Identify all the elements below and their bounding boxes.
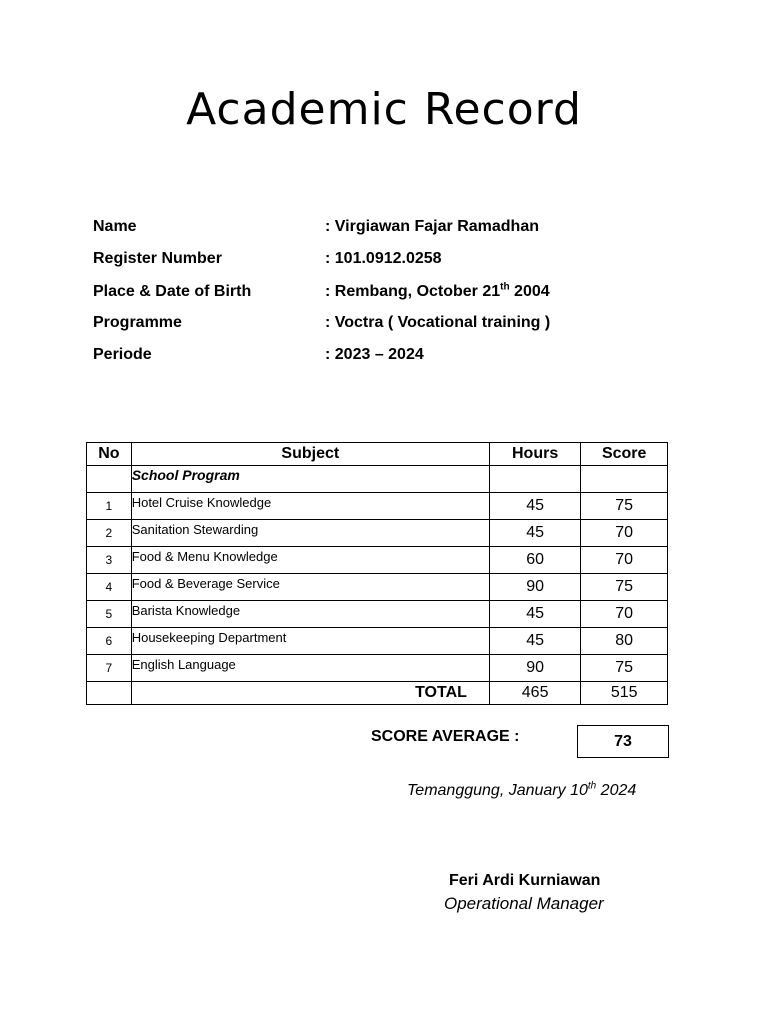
info-label: Name [93, 218, 137, 235]
total-score: 515 [581, 682, 668, 705]
program-label: School Program [131, 466, 489, 493]
row-no: 1 [87, 493, 132, 520]
total-no-cell [87, 682, 132, 705]
row-no: 3 [87, 547, 132, 574]
score-average-value: 73 [577, 725, 669, 758]
row-hours: 90 [489, 655, 580, 682]
table-row [87, 547, 668, 574]
table-row [87, 574, 668, 601]
place-date-sup: th [587, 780, 597, 792]
program-no-cell [87, 466, 132, 493]
row-no: 5 [87, 601, 132, 628]
info-label: Register Number [93, 250, 222, 267]
program-hours-cell [489, 466, 580, 493]
row-score: 80 [581, 628, 668, 655]
header-subject: Subject [131, 443, 489, 466]
row-subject: Food & Beverage Service [131, 574, 489, 601]
row-subject: Housekeeping Department [131, 628, 489, 655]
info-row-birth [93, 283, 693, 307]
table-row [87, 601, 668, 628]
row-score: 75 [581, 493, 668, 520]
score-average-label: SCORE AVERAGE : [371, 728, 520, 745]
row-subject: Sanitation Stewarding [131, 520, 489, 547]
row-no: 2 [87, 520, 132, 547]
table-row [87, 520, 668, 547]
row-hours: 60 [489, 547, 580, 574]
table-row [87, 628, 668, 655]
signer-name: Feri Ardi Kurniawan [449, 872, 601, 889]
info-row-programme [93, 314, 693, 338]
row-hours: 45 [489, 520, 580, 547]
program-score-cell [581, 466, 668, 493]
row-no: 4 [87, 574, 132, 601]
header-hours: Hours [489, 443, 580, 466]
row-subject: English Language [131, 655, 489, 682]
row-subject: Hotel Cruise Knowledge [131, 493, 489, 520]
total-row [87, 682, 668, 705]
place-date [407, 782, 636, 800]
row-subject: Barista Knowledge [131, 601, 489, 628]
row-score: 70 [581, 547, 668, 574]
info-label: Place & Date of Birth [93, 283, 252, 300]
info-value [325, 283, 550, 301]
program-row [87, 466, 668, 493]
row-score: 70 [581, 520, 668, 547]
header-no: No [87, 443, 132, 466]
info-row-register-number [93, 250, 693, 274]
row-hours: 90 [489, 574, 580, 601]
info-row-periode [93, 346, 693, 370]
row-hours: 45 [489, 628, 580, 655]
info-value: : 2023 – 2024 [325, 346, 424, 363]
row-score: 70 [581, 601, 668, 628]
row-score: 75 [581, 574, 668, 601]
total-label: TOTAL [131, 682, 489, 705]
info-label: Programme [93, 314, 182, 331]
info-value: : Virgiawan Fajar Ramadhan [325, 218, 539, 235]
table-row [87, 493, 668, 520]
info-row-name [93, 218, 693, 242]
row-subject: Food & Menu Knowledge [131, 547, 489, 574]
row-no: 7 [87, 655, 132, 682]
info-value-suffix: 2004 [509, 283, 550, 300]
row-hours: 45 [489, 601, 580, 628]
place-date-prefix: Temanggung, January 10 [407, 782, 588, 799]
table-header-row [87, 443, 668, 466]
header-score: Score [581, 443, 668, 466]
row-no: 6 [87, 628, 132, 655]
grades-table [86, 442, 668, 705]
signer-title: Operational Manager [444, 894, 604, 913]
info-value: : Voctra ( Vocational training ) [325, 314, 551, 331]
info-value-sup: th [500, 281, 510, 293]
row-hours: 45 [489, 493, 580, 520]
total-hours: 465 [489, 682, 580, 705]
table-row [87, 655, 668, 682]
row-score: 75 [581, 655, 668, 682]
page-title: Academic Record [186, 84, 582, 135]
info-value-prefix: : Rembang, October 21 [325, 283, 501, 300]
place-date-suffix: 2024 [596, 782, 637, 799]
info-label: Periode [93, 346, 152, 363]
info-value: : 101.0912.0258 [325, 250, 442, 267]
